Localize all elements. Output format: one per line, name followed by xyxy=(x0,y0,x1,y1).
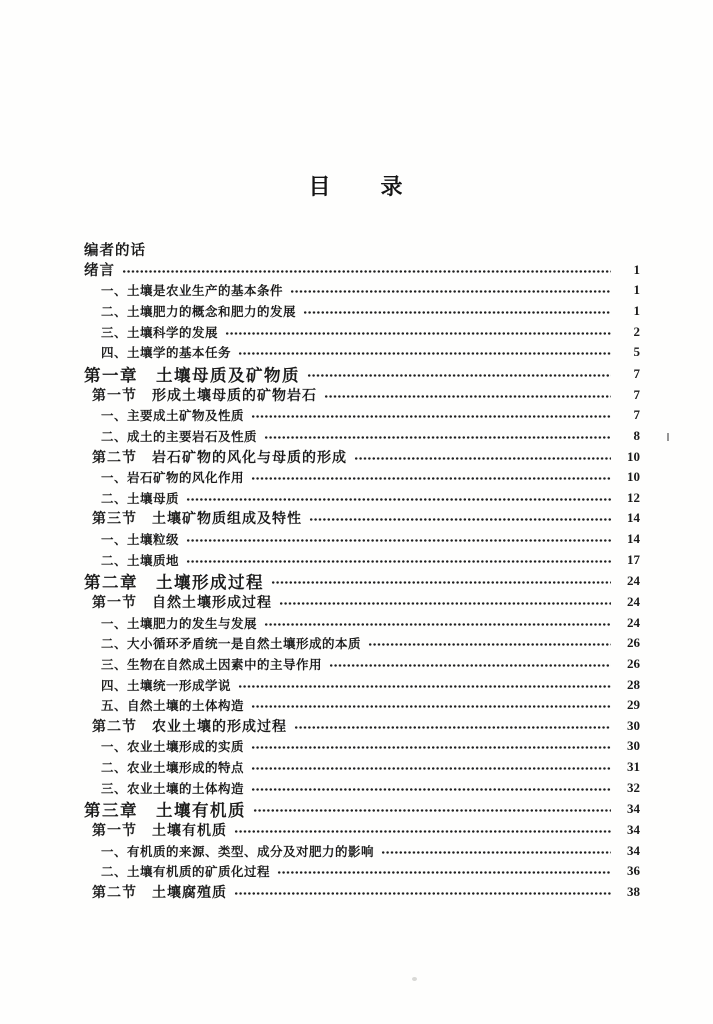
toc-entry-title: 一、土壤肥力的发生与发展 xyxy=(101,616,258,631)
toc-entry-page: 7 xyxy=(633,407,640,423)
dot-leader xyxy=(186,559,611,564)
toc-entry xyxy=(84,467,640,488)
scan-artifact-speck xyxy=(412,977,417,981)
dot-leader xyxy=(234,891,611,896)
toc-entry-title: 第三节 土壤矿物质组成及特性 xyxy=(92,512,302,528)
toc-entry-page: 30 xyxy=(627,738,640,754)
toc-entry-title: 第一节 自然土壤形成过程 xyxy=(92,596,272,612)
toc-entry-title: 第二节 土壤腐殖质 xyxy=(92,885,227,901)
dot-leader xyxy=(251,745,611,750)
toc-entry xyxy=(84,715,640,736)
dot-leader xyxy=(122,269,611,274)
toc-entry-title: 二、成土的主要岩石及性质 xyxy=(101,430,258,445)
toc-entry xyxy=(84,446,640,467)
toc-entry-page: 1 xyxy=(633,261,640,277)
toc-entry xyxy=(84,695,640,716)
toc-entry-page: 30 xyxy=(627,717,640,733)
toc-entry xyxy=(84,757,640,778)
toc-entry-title: 第一节 形成土壤母质的矿物岩石 xyxy=(92,388,317,404)
toc-entry-title: 二、土壤有机质的矿质化过程 xyxy=(101,865,271,880)
toc-entry-page: 24 xyxy=(627,572,640,588)
dot-leader xyxy=(253,808,611,813)
toc-entry xyxy=(84,280,640,301)
toc-entry-title: 绪言 xyxy=(84,263,115,280)
toc-entry-page: 1 xyxy=(633,303,640,319)
toc-entry xyxy=(84,736,640,757)
toc-entry-title: 三、土壤科学的发展 xyxy=(101,325,219,340)
toc-entry-page: 38 xyxy=(627,883,640,899)
toc-entry-page: 14 xyxy=(627,531,640,547)
toc-entry-title: 三、生物在自然成土因素中的主导作用 xyxy=(101,657,323,672)
toc-entry xyxy=(84,405,640,426)
dot-leader xyxy=(279,601,611,606)
toc-entry-page: 24 xyxy=(627,594,640,610)
dot-leader xyxy=(294,725,611,730)
toc-entry-title: 第三章 土壤有机质 xyxy=(84,800,246,820)
toc-entry xyxy=(84,820,640,841)
toc-entry-page: 8 xyxy=(633,428,640,444)
toc-entry-page: 26 xyxy=(627,655,640,671)
toc-entry xyxy=(84,613,640,634)
toc-entry xyxy=(84,654,640,675)
toc-entry-title: 四、土壤学的基本任务 xyxy=(101,346,232,361)
toc-entry-page: 7 xyxy=(633,386,640,402)
dot-leader xyxy=(324,394,611,399)
dot-leader xyxy=(354,456,611,461)
scan-artifact-tick xyxy=(667,433,669,441)
toc-entry-page: 36 xyxy=(627,863,640,879)
dot-leader xyxy=(303,310,611,315)
dot-leader xyxy=(329,663,611,668)
toc-entry-title: 一、岩石矿物的风化作用 xyxy=(101,471,245,486)
dot-leader xyxy=(309,517,611,522)
dot-leader xyxy=(251,414,611,419)
toc-entry xyxy=(84,260,640,281)
toc-entry xyxy=(84,798,640,820)
toc-entry-title: 一、有机质的来源、类型、成分及对肥力的影响 xyxy=(101,844,375,859)
toc-entry-page: 10 xyxy=(627,469,640,485)
toc-entry xyxy=(84,508,640,529)
toc-entry-title: 二、土壤肥力的概念和肥力的发展 xyxy=(101,305,297,320)
dot-leader xyxy=(186,538,611,543)
toc-entry-title: 一、土壤是农业生产的基本条件 xyxy=(101,284,284,299)
toc-entry-title: 四、土壤统一形成学说 xyxy=(101,678,232,693)
toc-entry-page: 26 xyxy=(627,635,640,651)
toc-entry-title: 二、农业土壤形成的特点 xyxy=(101,760,245,775)
dot-leader xyxy=(264,622,611,627)
dot-leader xyxy=(251,787,611,792)
toc-entry-title: 五、自然土壤的土体构造 xyxy=(101,699,245,714)
dot-leader xyxy=(238,684,611,689)
toc-entry-page: 5 xyxy=(633,344,640,360)
toc-entry xyxy=(84,674,640,695)
toc-entry-title: 二、大小循环矛盾统一是自然土壤形成的本质 xyxy=(101,637,362,652)
toc-entry-page: 24 xyxy=(627,614,640,630)
dot-leader xyxy=(251,476,611,481)
page-title: 目 录 xyxy=(308,174,405,199)
dot-leader xyxy=(264,435,611,440)
toc-entry-page: 31 xyxy=(627,758,640,774)
toc-entry xyxy=(84,321,640,342)
dot-leader xyxy=(225,331,611,336)
toc-entry xyxy=(84,840,640,861)
toc-entry xyxy=(84,363,640,385)
toc-entry-title: 二、土壤母质 xyxy=(101,491,180,506)
toc-entry-title: 一、土壤粒级 xyxy=(101,533,180,548)
toc-entry-page: 17 xyxy=(627,551,640,567)
toc-entry-title: 一、农业土壤形成的实质 xyxy=(101,740,245,755)
toc-list xyxy=(84,239,640,902)
toc-entry xyxy=(84,385,640,406)
toc-entry xyxy=(84,426,640,447)
dot-leader xyxy=(368,642,611,647)
toc-entry xyxy=(84,592,640,613)
toc-entry-page: 10 xyxy=(627,448,640,464)
toc-entry xyxy=(84,633,640,654)
dot-leader xyxy=(234,829,611,834)
toc-entry-title: 第二章 土壤形成过程 xyxy=(84,572,264,592)
toc-entry-page: 2 xyxy=(633,323,640,339)
toc-entry xyxy=(84,342,640,363)
toc-entry-title: 三、农业土壤的土体构造 xyxy=(101,781,245,796)
toc-entry xyxy=(84,861,640,882)
toc-entry-title: 第一节 土壤有机质 xyxy=(92,824,227,840)
toc-entry-page: 7 xyxy=(633,365,640,381)
toc-entry xyxy=(84,882,640,903)
toc-entry xyxy=(84,529,640,550)
toc-entry-page: 34 xyxy=(627,800,640,816)
dot-leader xyxy=(307,373,611,378)
dot-leader xyxy=(290,289,611,294)
dot-leader xyxy=(251,766,611,771)
toc-entry-page: 1 xyxy=(633,282,640,298)
dot-leader xyxy=(251,704,611,709)
toc-entry xyxy=(84,549,640,570)
toc-entry-title: 二、土壤质地 xyxy=(101,553,180,568)
dot-leader xyxy=(186,497,611,502)
toc-entry xyxy=(84,239,640,260)
dot-leader xyxy=(238,351,611,356)
dot-leader xyxy=(381,850,611,855)
toc-entry-title: 一、主要成土矿物及性质 xyxy=(101,409,245,424)
toc-entry-title: 第一章 土壤母质及矿物质 xyxy=(84,365,300,385)
dot-leader xyxy=(277,870,611,875)
toc-entry-page: 34 xyxy=(627,822,640,838)
toc-entry-title: 编者的话 xyxy=(84,242,146,259)
toc-entry xyxy=(84,777,640,798)
toc-entry xyxy=(84,488,640,509)
dot-leader xyxy=(271,580,611,585)
toc-entry-page: 29 xyxy=(627,697,640,713)
toc-entry-page: 14 xyxy=(627,510,640,526)
toc-entry xyxy=(84,570,640,592)
toc-entry-page: 12 xyxy=(627,489,640,505)
toc-entry-page: 34 xyxy=(627,842,640,858)
toc-entry-title: 第二节 农业土壤的形成过程 xyxy=(92,719,287,735)
toc-entry xyxy=(84,301,640,322)
toc-entry-page: 32 xyxy=(627,779,640,795)
toc-entry-title: 第二节 岩石矿物的风化与母质的形成 xyxy=(92,450,347,466)
toc-entry-page: 28 xyxy=(627,676,640,692)
